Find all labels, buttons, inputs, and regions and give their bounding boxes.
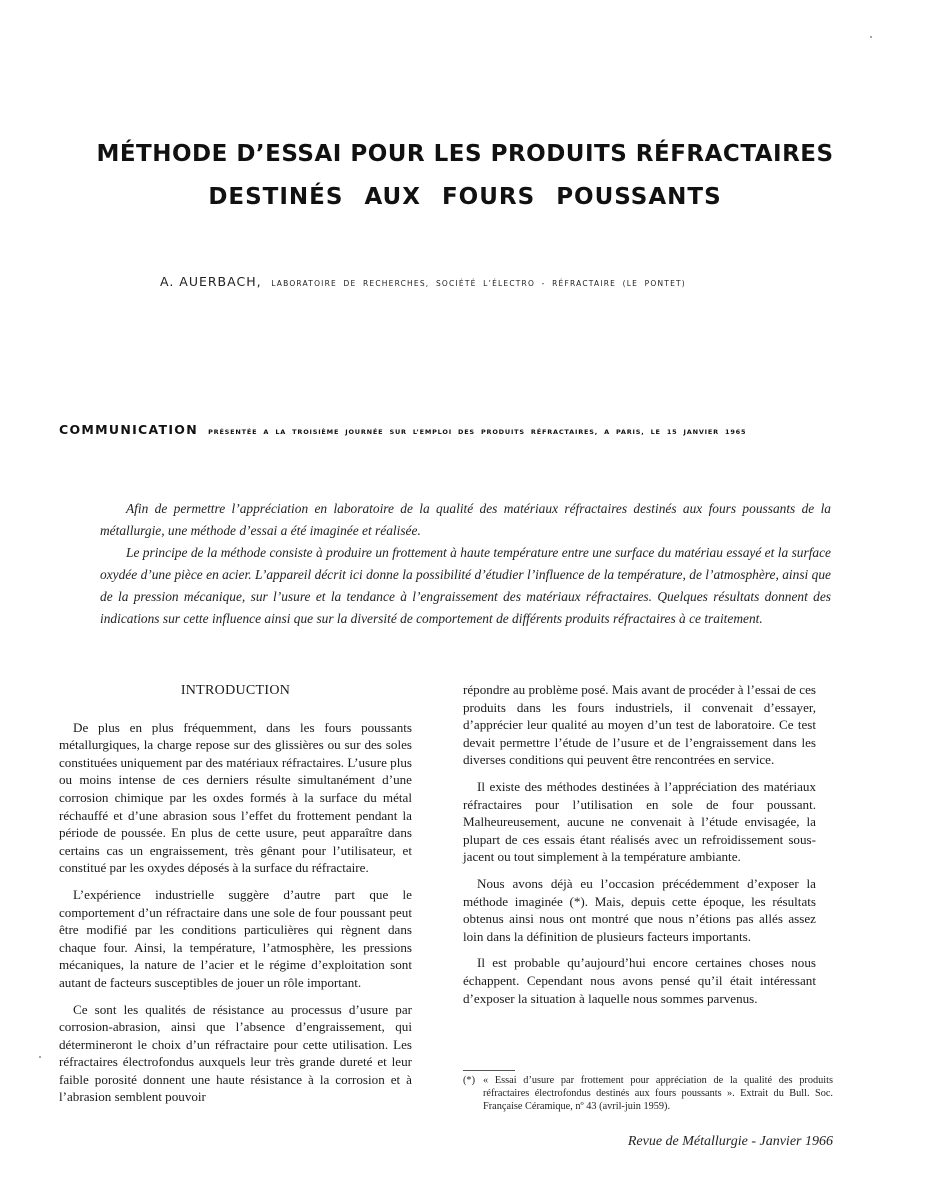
body-paragraph: répondre au problème posé. Mais avant de procéder à l’essai de ces produits dans les fours industriels, il convenait d’essayer, d’apprécier leur qualité au moyen d’un test de laboratoire. Ce test devait permettre l’étude de l’usure et de l’engraissement dans les diverses conditions qui peuvent être rencontrées en service. xyxy=(463,682,816,768)
left-column xyxy=(59,681,412,1115)
abstract xyxy=(100,498,831,630)
author-name: A. AUERBACH, xyxy=(160,274,262,289)
footnote-mark: (*) xyxy=(463,1075,476,1086)
section-heading-introduction: INTRODUCTION xyxy=(180,683,291,698)
footnote-text: « Essai d’usure par frottement pour appréciation de la qualité des produits réfractaires électrofondus destinés aux fours poussants ». Extrait du Bull. Soc. Française Céramique, nº 43 (avril-juin 1959). xyxy=(483,1075,833,1112)
body-paragraph: De plus en plus fréquemment, dans les fours poussants métallurgiques, la charge repose sur des glissières ou sur des soles constituées uniquement par des matériaux réfractaires. L’usure plus ou moins intense de ces derniers résulte simultanément d’une corrosion chimique par les oxdes formés à la surface du métal réchauffé et d’une abrasion sous l’effet du frottement pendant la période de poussée. En plus de cette usure, peut apparaître dans certains cas un engraissement, très gênant pour l’utilisateur, et constitué par les oxydes déposés à la surface du réfractaire. xyxy=(59,719,412,876)
communication-line xyxy=(59,419,849,438)
footnote-divider xyxy=(463,1070,515,1071)
footnote xyxy=(463,1074,833,1113)
scan-speck xyxy=(870,36,872,38)
abstract-paragraph: Afin de permettre l’appréciation en laboratoire de la qualité des matériaux réfractaires destinés aux fours poussants de la métallurgie, une méthode d’essai a été imaginée et réalisée. xyxy=(100,501,831,538)
communication-lead: COMMUNICATION xyxy=(59,422,198,437)
body-paragraph: Ce sont les qualités de résistance au processus d’usure par corrosion-abrasion, ainsi que l’absence d’engraissement, qui détermineront le choix d’un réfractaire pour cette utilisation. Les réfractaires électrofondus auxquels leur très grande dureté et leur faible porosité donnent une haute résistance à la corrosion et à l’abrasion semblent pouvoir xyxy=(59,1001,412,1105)
abstract-paragraph: Le principe de la méthode consiste à produire un frottement à haute température entre une surface du matériau essayé et la surface oxydée d’une pièce en acier. L’appareil décrit ici donne la possibilité d’étudier l’influence de la température, de l’atmosphère, ainsi que de la pression mécanique, sur l’usure et la tendance à l’engraissement des matériaux réfractaires. Quelques résultats donnent des indications sur cette influence ainsi que sur la diversité de comportement de différents produits réfractaires à ce traitement. xyxy=(100,545,831,626)
journal-footer: Revue de Métallurgie - Janvier 1966 xyxy=(627,1134,833,1149)
author-affiliation: LABORATOIRE DE RECHERCHES, SOCIÉTÉ L’ÉLECTRO - RÉFRACTAIRE (LE PONTET) xyxy=(271,279,686,288)
article-title-line-2: DESTINÉS AUX FOURS POUSSANTS xyxy=(208,184,722,210)
body-paragraph: Nous avons déjà eu l’occasion précédemment d’exposer la méthode imaginée (*). Mais, depuis cette époque, les résultats obtenus ainsi nous ont montré que nous n’étions pas allés assez loin dans la définition de plusieurs facteurs importants. xyxy=(463,875,816,944)
scan-speck xyxy=(39,1056,41,1058)
body-paragraph: Il existe des méthodes destinées à l’appréciation des matériaux réfractaires pour l’utilisation en sole de four poussant. Malheureusement, aucune ne convenait à l’étude envisagée, la plupart de ces essais étant réalisés avec un refroidissement sous-jacent ou tout simplement à la température ambiante. xyxy=(463,778,816,865)
article-title-line-1: MÉTHODE D’ESSAI POUR LES PRODUITS RÉFRACTAIRES xyxy=(96,141,834,167)
right-column xyxy=(463,681,816,1016)
body-paragraph: L’expérience industrielle suggère d’autre part que le comportement d’un réfractaire dans une sole de four poussant peut être modifié par les conditions particulières qui règnent dans chaque four. Ainsi, la température, l’atmosphère, les pressions mécaniques, la nature de l’acier et le régime d’exploitation sont autant de facteurs susceptibles de jouer un rôle important. xyxy=(59,886,412,990)
author-line xyxy=(160,274,800,289)
body-paragraph: Il est probable qu’aujourd’hui encore certaines choses nous échappent. Cependant nous avons pensé qu’il était intéressant d’exposer la situation à laquelle nous sommes parvenus. xyxy=(463,955,816,1006)
communication-details: PRÉSENTÉE A LA TROISIÈME JOURNÉE SUR L’EMPLOI DES PRODUITS RÉFRACTAIRES, A PARIS, LE 15 JANVIER 1965 xyxy=(208,428,747,436)
